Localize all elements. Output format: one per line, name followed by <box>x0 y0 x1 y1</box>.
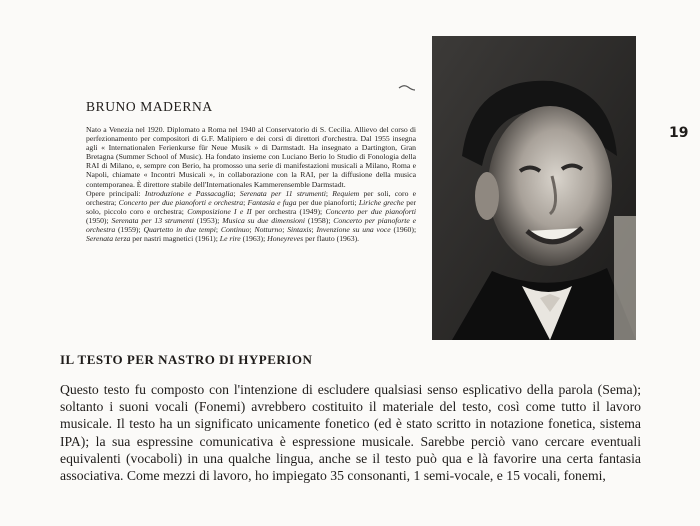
work-title: Quartetto in due tempi <box>143 225 216 235</box>
composer-name: BRUNO MADERNA <box>86 99 213 114</box>
work-title: Concerto per due pianoforti e orchestra <box>118 197 244 207</box>
work-detail: per due pianoforti <box>298 197 355 207</box>
works-intro: Opere principali: <box>86 188 141 198</box>
work-title: Serenata terza <box>86 234 131 244</box>
section-body <box>60 381 641 484</box>
work-title: Concerto per due pianoforti <box>325 206 417 216</box>
page-number: 19 <box>669 125 689 141</box>
section-heading: IL TESTO PER NASTRO DI HYPERION <box>60 352 313 367</box>
work-title: Invenzione su una voce <box>316 225 391 235</box>
work-detail: (1950) <box>86 215 107 225</box>
bio-paragraph: Nato a Venezia nel 1920. Diplomato a Roma nel 1940 al Conservatorio di S. Cecilia. Allievo del corso di perfezionamento per compositori di G.F. Malipiero e dei corsi di direttori d'orchestra. Dal 1955 insegna agli « Internationalen Ferienkurse für Neue Musik » di Darmstadt. Ha insegnato a Dartington, Gran Bretagna (Summer School of Music). Ha fondato insieme con Luciano Berio lo Studio di Fonologia della RAI di Milano, e, sempre con Berio, ha promosso una serie di manifestazioni musicali a Milano, Roma e Napoli, chiamate « Incontri Musicali », in collaborazione con la RAI, per la diffusione della musica contemporanea. È direttore stabile dell'Internationales Kammerensemble Darmstadt. <box>86 125 416 189</box>
body-paragraph: Questo testo fu composto con l'intenzione di escludere qualsiasi senso esplicativo della parola (Sema); soltanto i suoni vocali (Fonemi) avrebbero costituito il materiale del testo, così come tutto il lavoro musicale. Il testo ha un significato unicamente fonetico (ed è stato scritto in notazione fonetica, sistema IPA); la sua espressine comunicativa è espressione musicale. Sarebbe perciò vano cercare eventuali equivalenti (vocaboli) in una qualche lingua, anche se il testo può qua e là favorire una certa fantasia associativa. Come mezzi di lavoro, ho impiegato 35 consonanti, 1 semi-vocale, e 15 vocali, fonemi, <box>60 382 641 484</box>
work-title: Serenata per 11 strumenti <box>239 188 326 198</box>
work-title: Introduzione e Passacaglia <box>144 188 234 198</box>
work-detail: per flauto (1963) <box>305 234 358 244</box>
work-detail: per soli, coro e orchestra <box>86 188 417 207</box>
work-detail: per solo, piccolo coro e orchestra <box>86 197 417 216</box>
composer-bio <box>86 125 416 243</box>
work-title: Musica su due dimensioni <box>222 215 305 225</box>
work-detail: (1958) <box>307 215 329 225</box>
work-detail: (1959) <box>118 225 139 235</box>
work-detail: (1953) <box>196 215 218 225</box>
work-title: Notturno <box>254 225 283 235</box>
work-title: Continuo <box>220 225 250 235</box>
work-detail: (1963) <box>242 234 264 244</box>
work-title: Honeyreves <box>267 234 304 244</box>
work-title: Requiem <box>332 188 360 198</box>
work-title: Composizione I e II <box>187 206 252 216</box>
work-detail: per nastri magnetici (1961) <box>132 234 216 244</box>
work-detail: per orchestra (1949) <box>255 206 321 216</box>
work-detail: (1960) <box>393 225 414 235</box>
work-title: Le rire <box>219 234 241 244</box>
works-list: Opere principali: Introduzione e Passacaglia; Serenata per 11 strumenti; Requiem per soli, coro e orchestra; Concerto per due pianoforti e orchestra; Fantasia e fuga per due pianoforti; Liriche greche per solo, piccolo coro e orchestra; Composizione I e II per orchestra (1949); Concerto per due pianoforti (1950); Serenata per 13 strumenti (1953); Musica su due dimensioni (1958); Concerto per pianoforte e orchestra (1959); Quartetto in due tempi; Continuo; Notturno; Sintaxis; Invenzione su una voce (1960); Serenata terza per nastri magnetici (1961); Le rire (1963); Honeyreves per flauto (1963). <box>86 188 417 244</box>
work-title: Fantasia e fuga <box>247 197 297 207</box>
pen-mark <box>398 82 416 92</box>
work-title: Liriche greche <box>358 197 404 207</box>
work-title: Sintaxis <box>287 225 312 235</box>
composer-portrait-photo <box>432 36 636 340</box>
work-title: Serenata per 13 strumenti <box>111 215 194 225</box>
work-title: Concerto per pianoforte e orchestra <box>86 215 417 235</box>
